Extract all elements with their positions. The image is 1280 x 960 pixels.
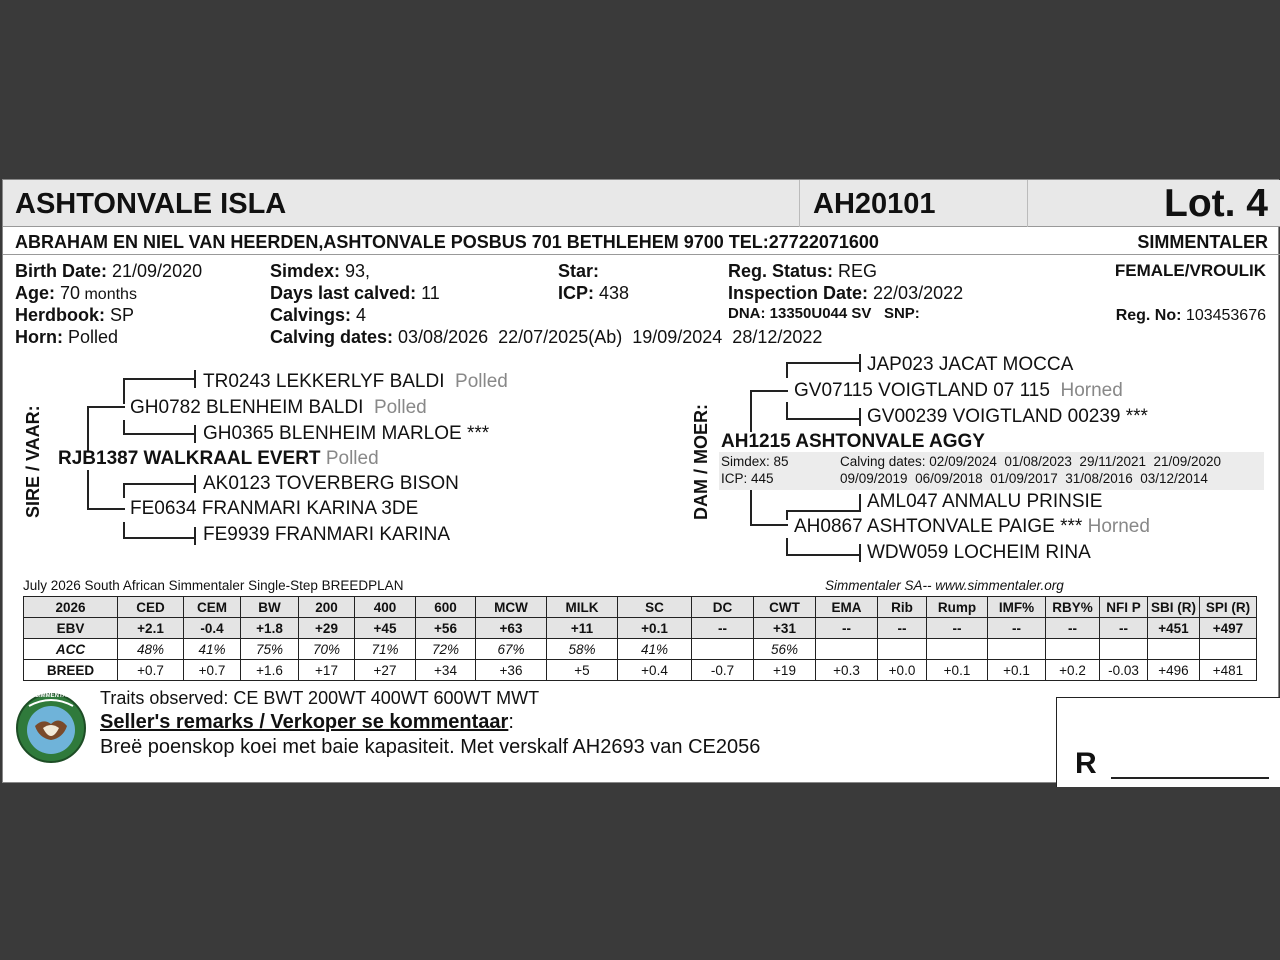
- table-cell: +1.8: [241, 618, 299, 639]
- breedplan-caption: July 2026 South African Simmentaler Single-Step BREEDPLAN: [23, 578, 404, 593]
- breed-avg-row: [24, 660, 1257, 681]
- pedigree-ds: GV07115 VOIGTLAND 07 115 Horned: [794, 380, 1123, 401]
- title-bar: [3, 180, 1280, 227]
- pedigree-sdd: FE9939 FRANMARI KARINA: [203, 524, 451, 545]
- table-cell: +0.1: [927, 660, 988, 681]
- table-cell: +31: [754, 618, 816, 639]
- dam-calving-dates-1: Calving dates: 02/09/2024 01/08/2023 29/11/2021 21/09/2020: [840, 454, 1222, 469]
- dam-calving-dates-2: 09/09/2019 06/09/2018 01/09/2017 31/08/2016 03/12/2014: [840, 471, 1208, 486]
- owner-bar: [3, 230, 1280, 255]
- table-cell: 70%: [299, 639, 355, 660]
- acc-row: [24, 639, 1257, 660]
- table-cell: +497: [1200, 618, 1257, 639]
- table-cell: [927, 639, 988, 660]
- table-cell: [1046, 639, 1100, 660]
- table-cell: --: [816, 618, 878, 639]
- breedplan-source: Simmentaler SA-- www.simmentaler.org: [825, 578, 1064, 593]
- col-header: CED: [118, 597, 184, 618]
- table-cell: 72%: [416, 639, 476, 660]
- pedigree-sd: FE0634 FRANMARI KARINA 3DE: [130, 498, 419, 519]
- pedigree-sss: TR0243 LEKKERLYF BALDI Polled: [203, 371, 508, 392]
- pedigree-dsd: GV00239 VOIGTLAND 00239 ***: [867, 406, 1148, 427]
- table-cell: +0.7: [118, 660, 184, 681]
- breed-name: SIMMENTALER: [1137, 232, 1268, 252]
- icp: ICP: 438: [558, 283, 630, 303]
- table-cell: +1.6: [241, 660, 299, 681]
- dna-snp: DNA: 13350U044 SV SNP:: [728, 305, 920, 322]
- price-entry-line[interactable]: [1111, 777, 1269, 779]
- pedigree-ddd: WDW059 LOCHEIM RINA: [867, 542, 1091, 563]
- table-cell: +29: [299, 618, 355, 639]
- col-header: NFI P: [1100, 597, 1148, 618]
- currency-label: R: [1075, 747, 1097, 780]
- table-cell: --: [1046, 618, 1100, 639]
- table-cell: +63: [476, 618, 547, 639]
- pedigree-dd: AH0867 ASHTONVALE PAIGE *** Horned: [794, 516, 1150, 537]
- table-cell: --: [692, 618, 754, 639]
- table-cell: EBV: [24, 618, 118, 639]
- table-cell: +2.1: [118, 618, 184, 639]
- col-header: 400: [355, 597, 416, 618]
- col-header: SPI (R): [1200, 597, 1257, 618]
- col-header: Rump: [927, 597, 988, 618]
- bid-price-box[interactable]: [1056, 697, 1280, 787]
- ebv-row: [24, 618, 1257, 639]
- col-header: CEM: [184, 597, 241, 618]
- table-cell: +27: [355, 660, 416, 681]
- ebv-table: [23, 596, 1257, 681]
- simmentaler-logo-icon: [15, 692, 87, 764]
- pedigree-sds: AK0123 TOVERBERG BISON: [203, 473, 459, 494]
- table-cell: +34: [416, 660, 476, 681]
- table-cell: [816, 639, 878, 660]
- col-header: EMA: [816, 597, 878, 618]
- table-cell: 56%: [754, 639, 816, 660]
- table-cell: 71%: [355, 639, 416, 660]
- table-cell: --: [927, 618, 988, 639]
- table-cell: [878, 639, 927, 660]
- col-header: 600: [416, 597, 476, 618]
- table-cell: +0.2: [1046, 660, 1100, 681]
- table-cell: [1100, 639, 1148, 660]
- col-header: SBI (R): [1148, 597, 1200, 618]
- calving-dates: Calving dates: 03/08/2026 22/07/2025(Ab) 19/09/2024 28/12/2022: [270, 327, 823, 347]
- dam-icp: ICP: 445: [721, 471, 774, 486]
- dam-vertical-label: DAM / MOER:: [691, 404, 711, 520]
- herdbook: Herdbook: SP: [15, 305, 135, 325]
- calvings: Calvings: 4: [270, 305, 367, 325]
- owner-text: ABRAHAM EN NIEL VAN HEERDEN,ASHTONVALE POSBUS 701 BETHLEHEM 9700 TEL:27722071600: [15, 232, 879, 252]
- col-header: CWT: [754, 597, 816, 618]
- table-cell: 75%: [241, 639, 299, 660]
- col-header: RBY%: [1046, 597, 1100, 618]
- col-header: DC: [692, 597, 754, 618]
- table-cell: +0.0: [878, 660, 927, 681]
- table-cell: 67%: [476, 639, 547, 660]
- lot-card: [2, 179, 1279, 783]
- pedigree-ss: GH0782 BLENHEIM BALDI Polled: [130, 397, 427, 418]
- table-cell: +0.4: [618, 660, 692, 681]
- col-header: 2026: [24, 597, 118, 618]
- table-cell: BREED: [24, 660, 118, 681]
- col-header: IMF%: [988, 597, 1046, 618]
- reg-status: Reg. Status: REG: [728, 261, 878, 281]
- sellers-remarks-heading: Seller's remarks / Verkoper se kommentaar:: [100, 711, 514, 733]
- table-cell: 48%: [118, 639, 184, 660]
- table-cell: [692, 639, 754, 660]
- table-cell: --: [988, 618, 1046, 639]
- traits-observed: Traits observed: CE BWT 200WT 400WT 600WT MWT: [100, 688, 540, 708]
- table-cell: +5: [547, 660, 618, 681]
- table-cell: +56: [416, 618, 476, 639]
- table-cell: --: [878, 618, 927, 639]
- days-last-calved: Days last calved: 11: [270, 283, 440, 303]
- table-cell: -0.7: [692, 660, 754, 681]
- table-cell: +19: [754, 660, 816, 681]
- star: Star:: [558, 261, 600, 281]
- logo-text: SIMMENTALER: [35, 693, 79, 699]
- pedigree-sire: RJB1387 WALKRAAL EVERT Polled: [58, 448, 379, 469]
- dam-simdex: Simdex: 85: [721, 454, 789, 469]
- table-cell: +45: [355, 618, 416, 639]
- table-cell: +0.7: [184, 660, 241, 681]
- pedigree-ssd: GH0365 BLENHEIM MARLOE ***: [203, 423, 490, 444]
- sire-vertical-label: SIRE / VAAR:: [23, 405, 43, 518]
- age: Age: 70 months: [15, 283, 137, 303]
- table-cell: -0.4: [184, 618, 241, 639]
- table-cell: [1200, 639, 1257, 660]
- col-header: Rib: [878, 597, 927, 618]
- table-cell: +496: [1148, 660, 1200, 681]
- table-cell: 41%: [184, 639, 241, 660]
- pedigree-dss: JAP023 JACAT MOCCA: [867, 354, 1074, 375]
- table-cell: +0.1: [988, 660, 1046, 681]
- table-cell: 41%: [618, 639, 692, 660]
- col-header: 200: [299, 597, 355, 618]
- col-header: MILK: [547, 597, 618, 618]
- horn: Horn: Polled: [15, 327, 119, 347]
- table-cell: --: [1100, 618, 1148, 639]
- col-header: MCW: [476, 597, 547, 618]
- lot-number: Lot. 4: [1164, 182, 1268, 225]
- sellers-remarks-text: Breë poenskop koei met baie kapasiteit. Met verskalf AH2693 van CE2056: [100, 736, 761, 758]
- ebv-header-row: [24, 597, 1257, 618]
- table-cell: -0.03: [1100, 660, 1148, 681]
- table-cell: [1148, 639, 1200, 660]
- col-header: BW: [241, 597, 299, 618]
- reg-number: Reg. No: 103453676: [1115, 307, 1266, 324]
- table-cell: 58%: [547, 639, 618, 660]
- birth-date: Birth Date: 21/09/2020: [15, 261, 203, 281]
- table-cell: +11: [547, 618, 618, 639]
- pedigree-dds: AML047 ANMALU PRINSIE: [867, 491, 1103, 512]
- col-header: SC: [618, 597, 692, 618]
- table-cell: +451: [1148, 618, 1200, 639]
- table-cell: +0.3: [816, 660, 878, 681]
- animal-name: ASHTONVALE ISLA: [15, 188, 287, 220]
- table-cell: [988, 639, 1046, 660]
- simdex: Simdex: 93,: [270, 261, 371, 281]
- table-cell: +36: [476, 660, 547, 681]
- table-cell: +481: [1200, 660, 1257, 681]
- table-cell: ACC: [24, 639, 118, 660]
- reg-id: AH20101: [813, 188, 936, 220]
- pedigree-dam: AH1215 ASHTONVALE AGGY: [721, 431, 985, 452]
- inspection-date: Inspection Date: 22/03/2022: [728, 283, 964, 303]
- sex: FEMALE/VROULIK: [1114, 261, 1266, 280]
- table-cell: +17: [299, 660, 355, 681]
- table-cell: +0.1: [618, 618, 692, 639]
